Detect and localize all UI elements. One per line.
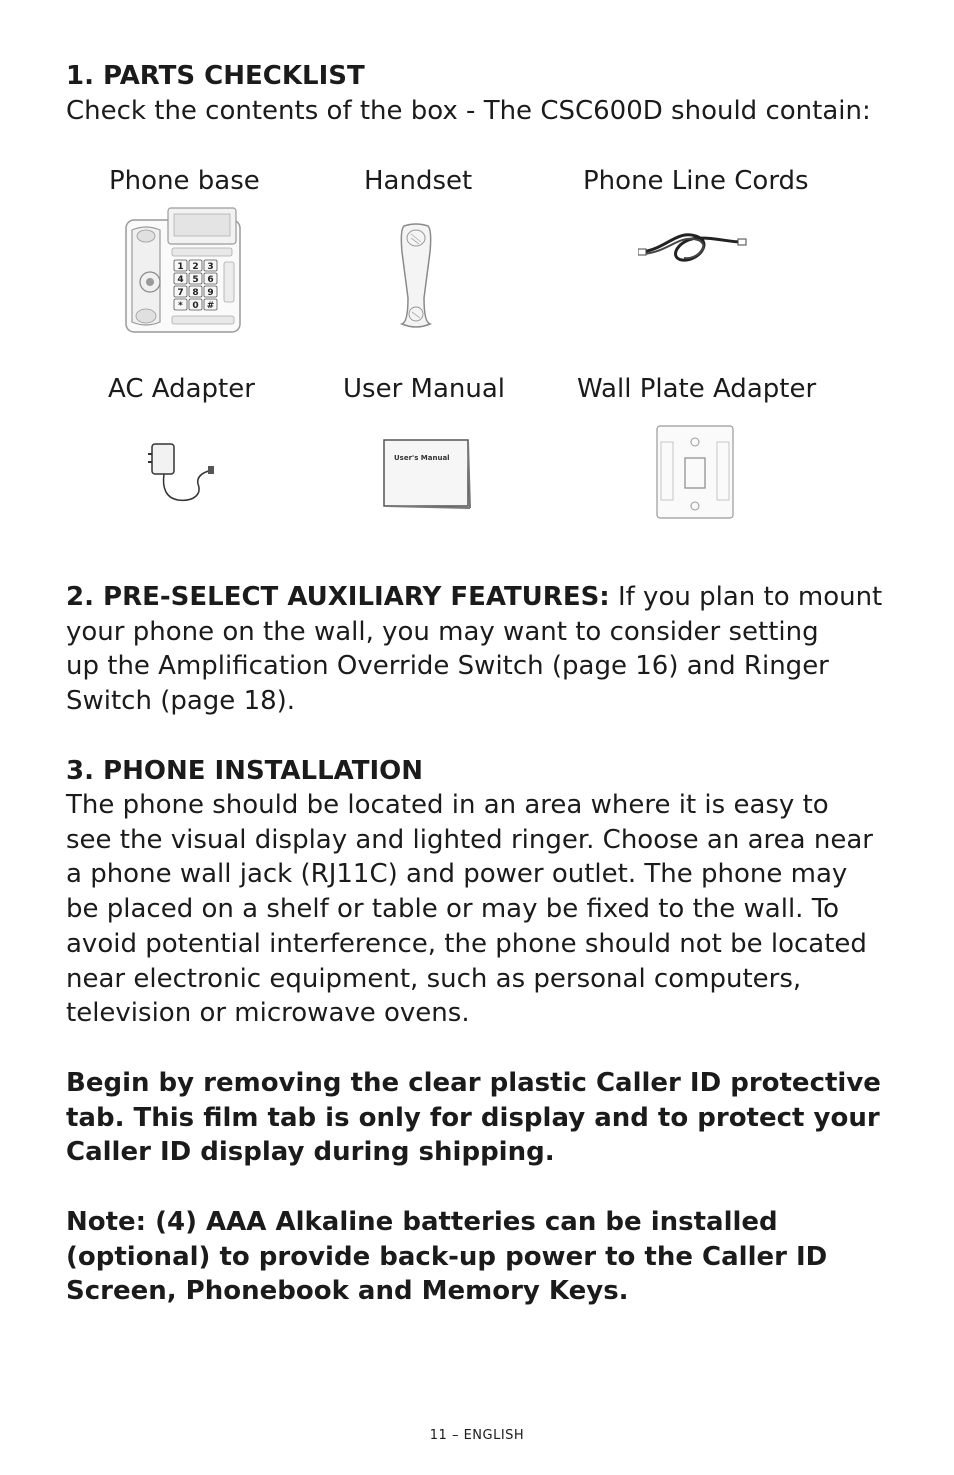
- installation-line: The phone should be located in an area where it is easy to: [66, 790, 829, 820]
- user-manual-illustration: [382, 438, 472, 510]
- auxiliary-features-heading: 2. PRE-SELECT AUXILIARY FEATURES:: [66, 582, 610, 612]
- installation-line: avoid potential interference, the phone should not be located: [66, 928, 867, 959]
- keypad-key-label: 5: [192, 275, 199, 285]
- notice-line: tab. This film tab is only for display and to protect your: [66, 1102, 880, 1133]
- parts-checklist-intro: Check the contents of the box - The CSC600D should contain:: [66, 96, 871, 126]
- keypad-key-label: 8: [192, 288, 199, 298]
- phone-installation-heading: 3. PHONE INSTALLATION: [66, 756, 424, 786]
- installation-line: see the visual display and lighted ringer. Choose an area near: [66, 824, 873, 855]
- handset-illustration: [396, 222, 436, 330]
- keypad-key-label: 3: [207, 262, 214, 272]
- keypad-key-label: 4: [177, 275, 184, 285]
- notice-line: Caller ID display during shipping.: [66, 1137, 555, 1168]
- note-line: (optional) to provide back-up power to the Caller ID: [66, 1241, 828, 1272]
- battery-note: [66, 1205, 896, 1309]
- label-phone-base: Phone base: [109, 166, 260, 196]
- manual-cover-text: User's Manual: [394, 454, 450, 462]
- ac-adapter-illustration: [144, 436, 218, 508]
- auxiliary-features-line-4: Switch (page 18).: [66, 686, 296, 717]
- keypad-key-label: 0: [192, 301, 199, 311]
- keypad-key-label: 1: [177, 262, 184, 272]
- keypad-key-label: 9: [207, 288, 214, 298]
- label-ac-adapter: AC Adapter: [108, 374, 255, 404]
- protective-tab-notice: [66, 1066, 896, 1170]
- phone-line-cords-illustration: [638, 224, 748, 266]
- phone-base-illustration: [124, 204, 244, 334]
- keypad-key-label: *: [178, 301, 183, 311]
- auxiliary-features-line-1: 2. PRE-SELECT AUXILIARY FEATURES: If you plan to mount: [66, 582, 883, 612]
- auxiliary-features-paragraph: [66, 580, 896, 719]
- auxiliary-features-line-2: your phone on the wall, you may want to consider setting: [66, 616, 819, 647]
- phone-installation-paragraph: [66, 788, 896, 1031]
- note-line: Note: (4) AAA Alkaline batteries can be installed: [66, 1207, 778, 1237]
- page-footer: 11 – ENGLISH: [429, 1428, 525, 1443]
- parts-checklist-heading: 1. PARTS CHECKLIST: [66, 61, 365, 91]
- wall-plate-adapter-illustration: [655, 424, 737, 522]
- notice-line: Begin by removing the clear plastic Caller ID protective: [66, 1068, 881, 1098]
- auxiliary-features-line-3: up the Amplification Override Switch (page 16) and Ringer: [66, 651, 829, 682]
- label-handset: Handset: [364, 166, 473, 196]
- note-line: Screen, Phonebook and Memory Keys.: [66, 1276, 629, 1307]
- installation-line: near electronic equipment, such as personal computers,: [66, 963, 802, 994]
- keypad-key-label: 2: [192, 262, 199, 272]
- keypad-key-label: 7: [177, 288, 184, 298]
- label-phone-line-cords: Phone Line Cords: [583, 166, 809, 196]
- label-wall-plate-adapter: Wall Plate Adapter: [577, 374, 817, 404]
- installation-line: be placed on a shelf or table or may be fixed to the wall. To: [66, 894, 840, 925]
- installation-line: television or microwave ovens.: [66, 998, 470, 1029]
- keypad-key-label: #: [206, 301, 215, 311]
- keypad-key-label: 6: [207, 275, 214, 285]
- label-user-manual: User Manual: [343, 374, 506, 404]
- installation-line: a phone wall jack (RJ11C) and power outlet. The phone may: [66, 859, 848, 890]
